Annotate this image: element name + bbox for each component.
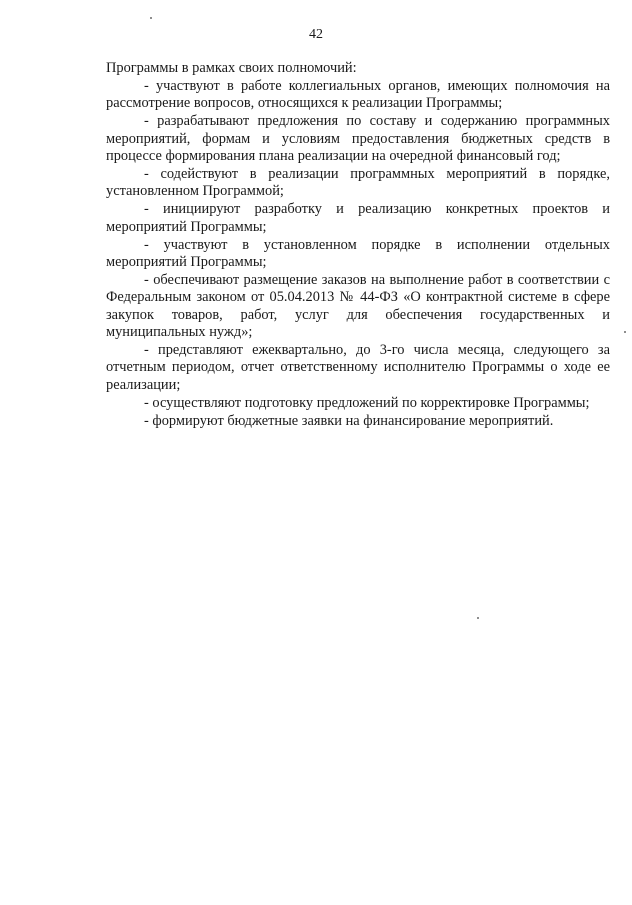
scan-speck xyxy=(624,331,626,333)
list-item: - осуществляют подготовку предложений по корректировке Программы; xyxy=(144,394,590,411)
document-body xyxy=(106,60,610,431)
list-item: - содействуют в реализации программных мероприятий в порядке, установленном Программой; xyxy=(106,165,610,200)
list-item: - участвуют в установленном порядке в исполнении отдельных мероприятий Программы; xyxy=(106,236,610,270)
list-item: - представляют ежеквартально, до 3-го числа месяца, следующего за отчетным периодом, отчет ответственному исполнителю Программы о ходе ее реализации; xyxy=(106,342,610,393)
list-item: - формируют бюджетные заявки на финансирование мероприятий. xyxy=(144,412,554,429)
list-item: - разрабатывают предложения по составу и содержанию программных мероприятий, формам и условиям предоставления бюджетных средств в процессе формирования плана реализации на очередной финансовый год; xyxy=(106,113,610,165)
scan-speck xyxy=(150,17,152,19)
list-item: - инициируют разработку и реализацию конкретных проектов и мероприятий Программы; xyxy=(106,201,610,235)
intro-paragraph: Программы в рамках своих полномочий: xyxy=(106,60,357,76)
list-item: - участвуют в работе коллегиальных органов, имеющих полномочия на рассмотрение вопросов, относящихся к реализации Программы; xyxy=(106,77,610,112)
scan-speck xyxy=(477,617,479,619)
list-item: - обеспечивают размещение заказов на выполнение работ в соответствии с Федеральным законом от 05.04.2013 № 44-ФЗ «О контрактной системе в сфере закупок товаров, работ, услуг для обеспечения государственных и муниципальных нужд»; xyxy=(106,271,610,341)
page-number: 42 xyxy=(309,27,323,42)
